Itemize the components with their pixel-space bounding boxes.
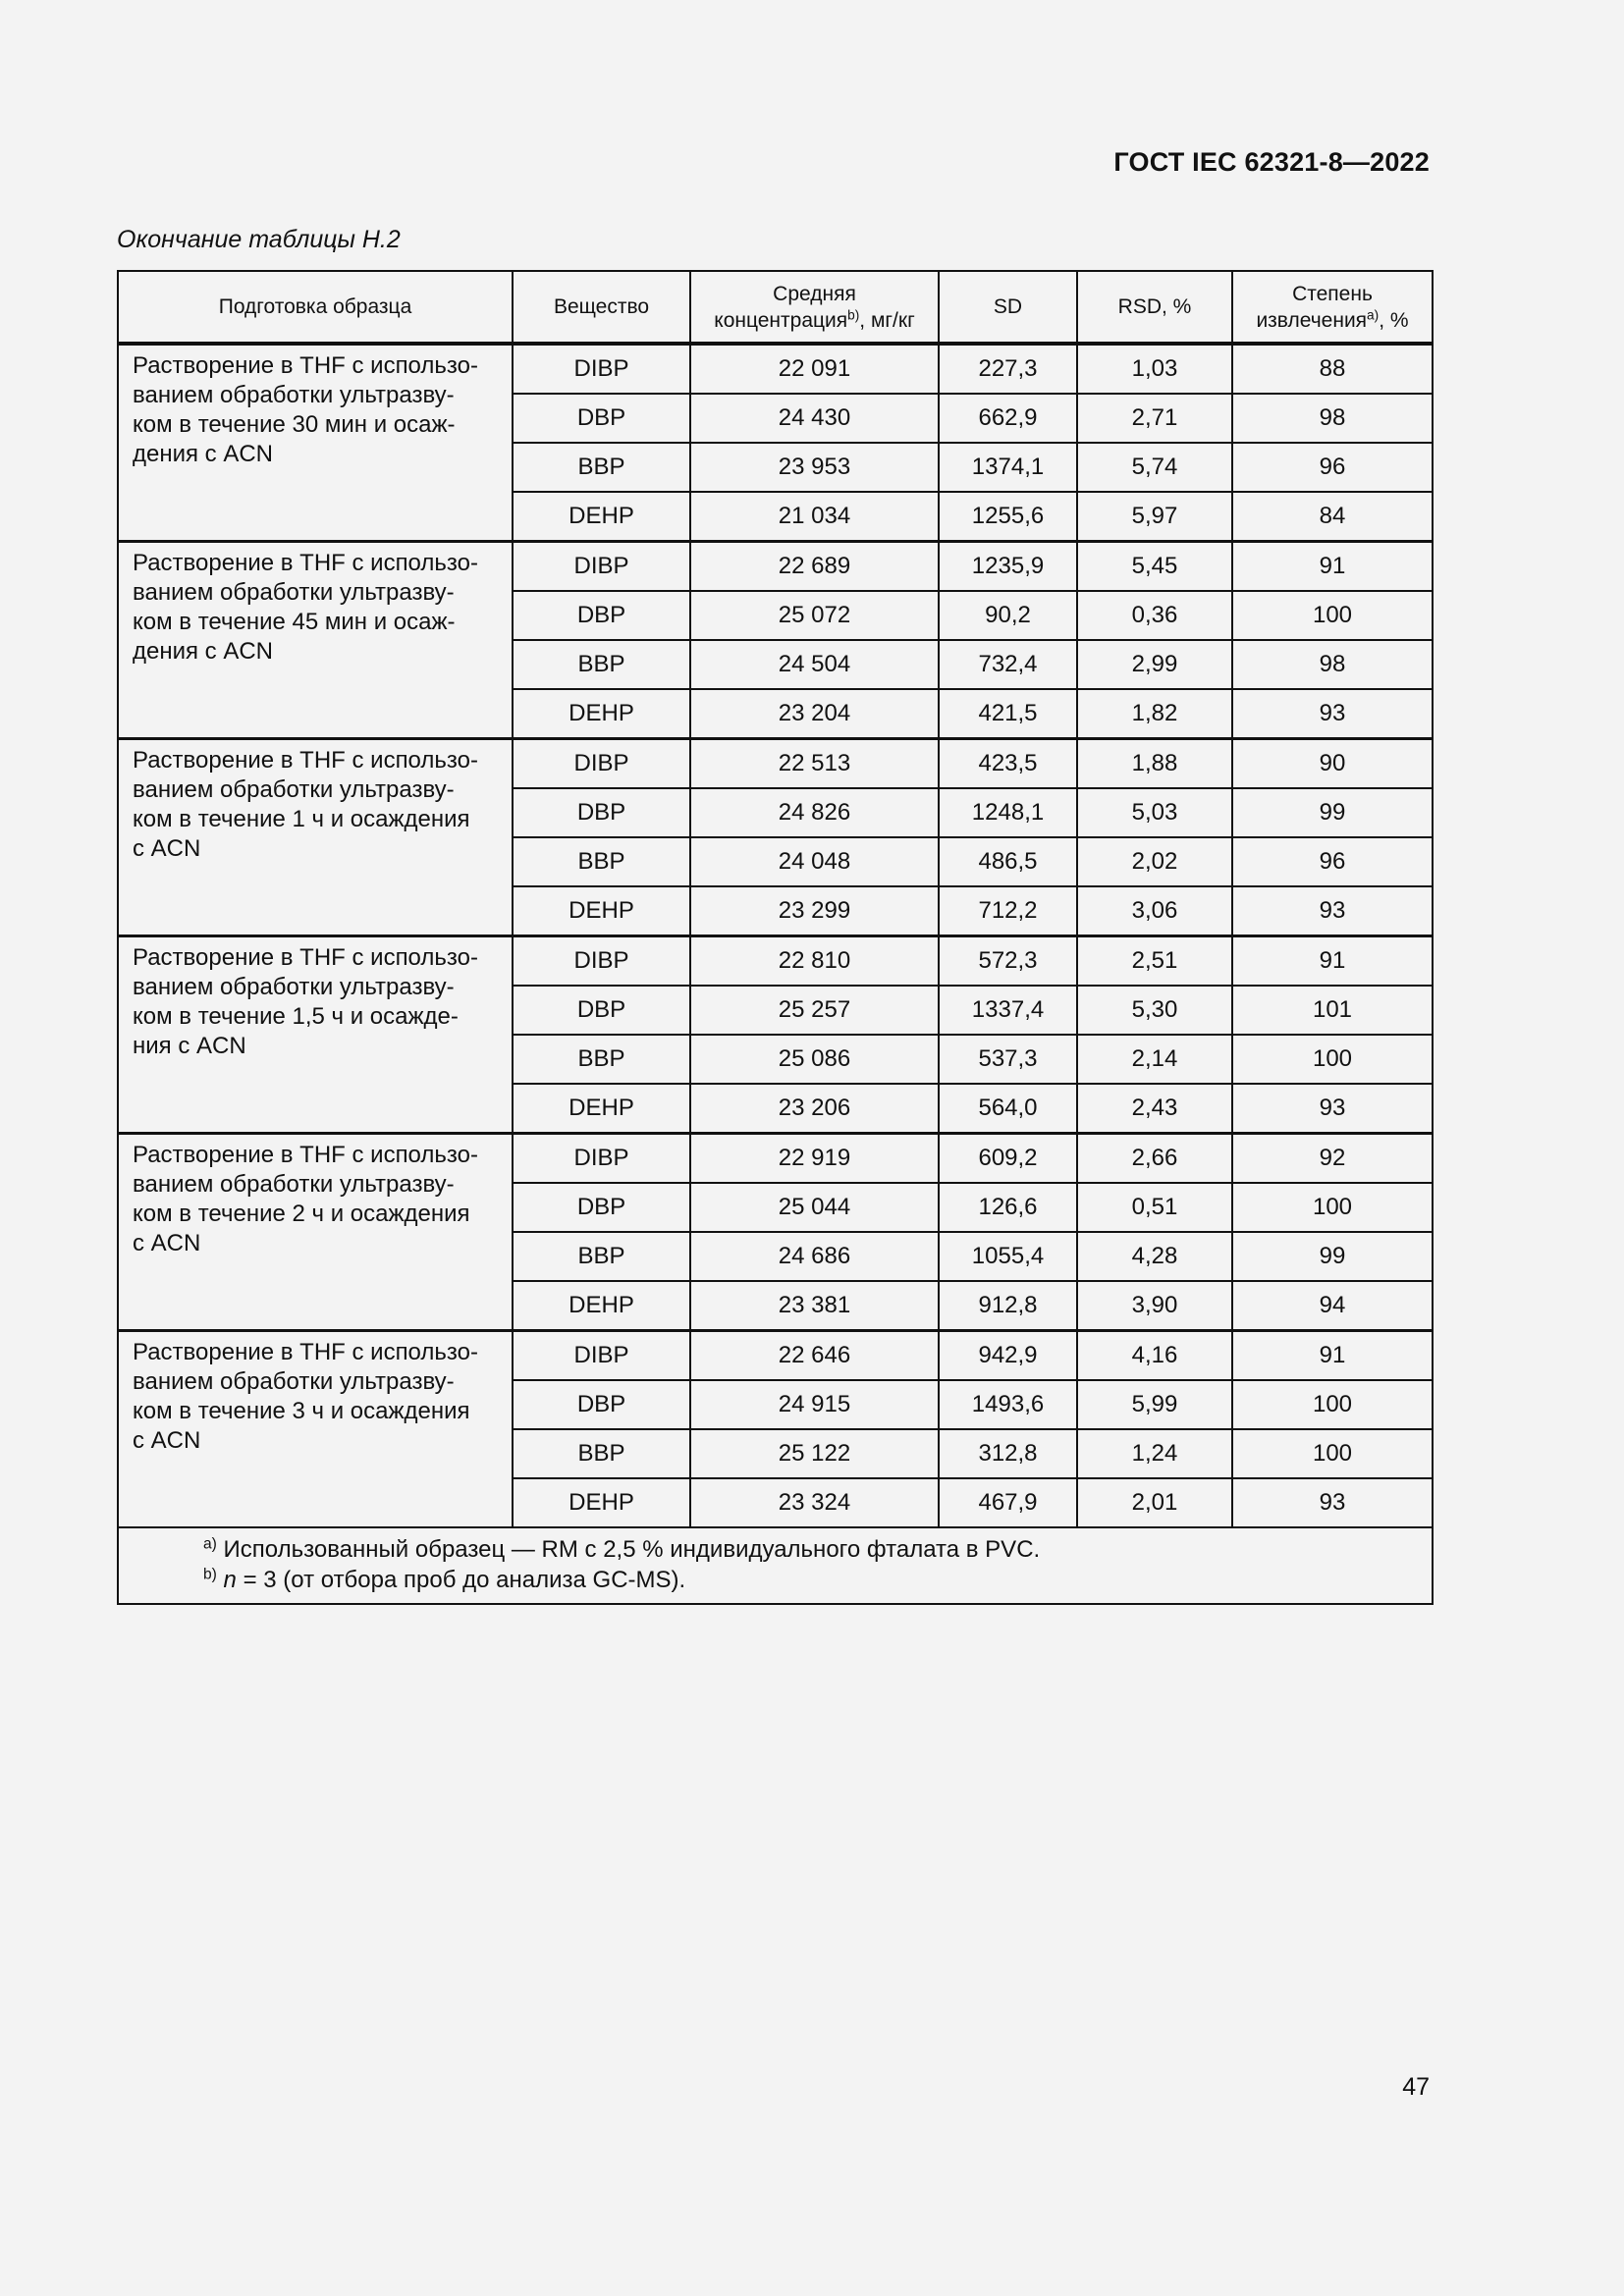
note-a: [203, 1534, 1422, 1565]
cell-rsd: 3,90: [1077, 1281, 1232, 1331]
cell-concentration: 22 091: [690, 344, 939, 394]
footnote-ref-a: a): [1367, 307, 1380, 322]
cell-recovery: 93: [1232, 886, 1433, 936]
cell-rsd: 2,43: [1077, 1084, 1232, 1134]
cell-concentration: 25 122: [690, 1429, 939, 1478]
cell-sd: 732,4: [939, 640, 1077, 689]
cell-sd: 421,5: [939, 689, 1077, 739]
cell-concentration: 23 299: [690, 886, 939, 936]
cell-recovery: 88: [1232, 344, 1433, 394]
cell-sd: 486,5: [939, 837, 1077, 886]
cell-recovery: 84: [1232, 492, 1433, 542]
sample-group: [118, 739, 1433, 936]
column-header-prep: Подготовка образца: [118, 271, 513, 344]
cell-rsd: 2,99: [1077, 640, 1232, 689]
cell-recovery: 93: [1232, 1478, 1433, 1527]
cell-concentration: 22 513: [690, 739, 939, 789]
cell-recovery: 98: [1232, 640, 1433, 689]
cell-recovery: 96: [1232, 837, 1433, 886]
column-header-sd: SD: [939, 271, 1077, 344]
concentration-header-unit: , мг/кг: [859, 308, 915, 332]
cell-concentration: 22 919: [690, 1134, 939, 1184]
cell-recovery: 92: [1232, 1134, 1433, 1184]
cell-substance: DEHP: [513, 1478, 690, 1527]
sample-prep-cell: Растворение в THF с использо- ванием обработки ультразву- ком в течение 30 мин и осаж- дения с ACN: [118, 344, 513, 542]
column-header-substance: Вещество: [513, 271, 690, 344]
cell-concentration: 25 044: [690, 1183, 939, 1232]
cell-substance: DIBP: [513, 1331, 690, 1381]
cell-concentration: 22 689: [690, 542, 939, 592]
table-row: [118, 344, 1433, 394]
footnote-ref-b: b): [847, 307, 860, 322]
cell-rsd: 2,71: [1077, 394, 1232, 443]
cell-sd: 423,5: [939, 739, 1077, 789]
cell-substance: DBP: [513, 1380, 690, 1429]
cell-concentration: 25 086: [690, 1035, 939, 1084]
recovery-header-line2: извлечения: [1256, 308, 1368, 332]
cell-recovery: 93: [1232, 689, 1433, 739]
cell-sd: 572,3: [939, 936, 1077, 987]
sample-prep-cell: Растворение в THF с использо- ванием обработки ультразву- ком в течение 1,5 ч и осажде- ния с ACN: [118, 936, 513, 1134]
sample-group: [118, 1331, 1433, 1528]
column-header-recovery: [1232, 271, 1433, 344]
cell-sd: 467,9: [939, 1478, 1077, 1527]
cell-sd: 912,8: [939, 1281, 1077, 1331]
cell-concentration: 24 504: [690, 640, 939, 689]
table-row: [118, 542, 1433, 592]
cell-recovery: 100: [1232, 1183, 1433, 1232]
cell-recovery: 91: [1232, 542, 1433, 592]
table-row: [118, 1134, 1433, 1184]
cell-rsd: 5,99: [1077, 1380, 1232, 1429]
cell-recovery: 99: [1232, 788, 1433, 837]
cell-concentration: 22 810: [690, 936, 939, 987]
sample-group: [118, 344, 1433, 542]
concentration-header-line2: концентрация: [714, 308, 848, 332]
cell-concentration: 23 953: [690, 443, 939, 492]
table-notes: [118, 1527, 1433, 1604]
cell-concentration: 23 206: [690, 1084, 939, 1134]
cell-concentration: 24 686: [690, 1232, 939, 1281]
cell-concentration: 25 257: [690, 986, 939, 1035]
cell-rsd: 0,36: [1077, 591, 1232, 640]
document-id: ГОСТ IEC 62321-8—2022: [1113, 147, 1430, 177]
cell-concentration: 25 072: [690, 591, 939, 640]
cell-substance: DIBP: [513, 739, 690, 789]
cell-concentration: 21 034: [690, 492, 939, 542]
cell-substance: DEHP: [513, 492, 690, 542]
cell-sd: 537,3: [939, 1035, 1077, 1084]
cell-substance: DEHP: [513, 1084, 690, 1134]
cell-sd: 662,9: [939, 394, 1077, 443]
cell-substance: DBP: [513, 394, 690, 443]
cell-recovery: 98: [1232, 394, 1433, 443]
sample-prep-cell: Растворение в THF с использо- ванием обработки ультразву- ком в течение 1 ч и осаждения с ACN: [118, 739, 513, 936]
results-table: [117, 270, 1434, 1605]
cell-recovery: 93: [1232, 1084, 1433, 1134]
sample-prep-cell: Растворение в THF с использо- ванием обработки ультразву- ком в течение 2 ч и осаждения с ACN: [118, 1134, 513, 1331]
cell-recovery: 90: [1232, 739, 1433, 789]
cell-rsd: 1,24: [1077, 1429, 1232, 1478]
cell-sd: 90,2: [939, 591, 1077, 640]
table-header-row: [118, 271, 1433, 344]
cell-rsd: 2,01: [1077, 1478, 1232, 1527]
cell-recovery: 100: [1232, 1380, 1433, 1429]
cell-substance: DEHP: [513, 1281, 690, 1331]
cell-rsd: 2,66: [1077, 1134, 1232, 1184]
page-number: 47: [1402, 2073, 1430, 2101]
cell-rsd: 1,82: [1077, 689, 1232, 739]
cell-concentration: 24 430: [690, 394, 939, 443]
cell-rsd: 5,45: [1077, 542, 1232, 592]
cell-rsd: 5,74: [1077, 443, 1232, 492]
cell-recovery: 100: [1232, 1035, 1433, 1084]
cell-recovery: 100: [1232, 1429, 1433, 1478]
cell-sd: 609,2: [939, 1134, 1077, 1184]
cell-recovery: 94: [1232, 1281, 1433, 1331]
cell-substance: DIBP: [513, 542, 690, 592]
column-header-rsd: RSD, %: [1077, 271, 1232, 344]
cell-substance: DIBP: [513, 1134, 690, 1184]
cell-sd: 227,3: [939, 344, 1077, 394]
cell-sd: 1493,6: [939, 1380, 1077, 1429]
cell-substance: DEHP: [513, 689, 690, 739]
cell-rsd: 5,97: [1077, 492, 1232, 542]
concentration-header-line1: Средняя: [773, 282, 856, 305]
cell-concentration: 24 915: [690, 1380, 939, 1429]
table-row: [118, 936, 1433, 987]
cell-rsd: 5,03: [1077, 788, 1232, 837]
recovery-header-unit: , %: [1379, 308, 1409, 332]
cell-concentration: 24 826: [690, 788, 939, 837]
note-b: [203, 1565, 1422, 1595]
cell-substance: DIBP: [513, 936, 690, 987]
cell-sd: 564,0: [939, 1084, 1077, 1134]
cell-rsd: 5,30: [1077, 986, 1232, 1035]
notes-row: [118, 1527, 1433, 1604]
column-header-concentration: [690, 271, 939, 344]
cell-recovery: 96: [1232, 443, 1433, 492]
cell-rsd: 2,02: [1077, 837, 1232, 886]
cell-substance: BBP: [513, 443, 690, 492]
cell-concentration: 24 048: [690, 837, 939, 886]
cell-sd: 1055,4: [939, 1232, 1077, 1281]
recovery-header-line1: Степень: [1292, 282, 1373, 305]
cell-rsd: 4,16: [1077, 1331, 1232, 1381]
cell-substance: BBP: [513, 640, 690, 689]
cell-recovery: 91: [1232, 1331, 1433, 1381]
cell-substance: DEHP: [513, 886, 690, 936]
note-a-text: Использованный образец — RM с 2,5 % индивидуального фталата в PVC.: [216, 1536, 1041, 1563]
table-caption: Окончание таблицы Н.2: [117, 226, 401, 253]
note-b-marker: b): [203, 1566, 217, 1583]
cell-recovery: 101: [1232, 986, 1433, 1035]
cell-rsd: 0,51: [1077, 1183, 1232, 1232]
cell-substance: BBP: [513, 1429, 690, 1478]
cell-rsd: 1,03: [1077, 344, 1232, 394]
sample-group: [118, 936, 1433, 1134]
note-b-text: = 3 (от отбора проб до анализа GC-MS).: [236, 1567, 686, 1593]
cell-sd: 942,9: [939, 1331, 1077, 1381]
table-row: [118, 1331, 1433, 1381]
cell-sd: 1374,1: [939, 443, 1077, 492]
cell-rsd: 2,51: [1077, 936, 1232, 987]
cell-concentration: 23 204: [690, 689, 939, 739]
note-b-symbol: n: [223, 1567, 237, 1593]
cell-substance: BBP: [513, 837, 690, 886]
cell-sd: 126,6: [939, 1183, 1077, 1232]
cell-sd: 1248,1: [939, 788, 1077, 837]
cell-sd: 1235,9: [939, 542, 1077, 592]
cell-substance: BBP: [513, 1035, 690, 1084]
cell-rsd: 4,28: [1077, 1232, 1232, 1281]
sample-group: [118, 542, 1433, 739]
cell-sd: 312,8: [939, 1429, 1077, 1478]
cell-substance: DIBP: [513, 344, 690, 394]
cell-sd: 1255,6: [939, 492, 1077, 542]
cell-recovery: 99: [1232, 1232, 1433, 1281]
sample-prep-cell: Растворение в THF с использо- ванием обработки ультразву- ком в течение 45 мин и осаж- дения с ACN: [118, 542, 513, 739]
cell-substance: DBP: [513, 788, 690, 837]
cell-recovery: 100: [1232, 591, 1433, 640]
cell-substance: DBP: [513, 1183, 690, 1232]
note-a-marker: a): [203, 1535, 217, 1553]
cell-concentration: 23 381: [690, 1281, 939, 1331]
cell-substance: BBP: [513, 1232, 690, 1281]
cell-sd: 712,2: [939, 886, 1077, 936]
cell-recovery: 91: [1232, 936, 1433, 987]
cell-concentration: 22 646: [690, 1331, 939, 1381]
sample-group: [118, 1134, 1433, 1331]
cell-substance: DBP: [513, 591, 690, 640]
cell-rsd: 3,06: [1077, 886, 1232, 936]
cell-sd: 1337,4: [939, 986, 1077, 1035]
cell-rsd: 2,14: [1077, 1035, 1232, 1084]
table-row: [118, 739, 1433, 789]
sample-prep-cell: Растворение в THF с использо- ванием обработки ультразву- ком в течение 3 ч и осаждения с ACN: [118, 1331, 513, 1528]
cell-substance: DBP: [513, 986, 690, 1035]
cell-rsd: 1,88: [1077, 739, 1232, 789]
cell-concentration: 23 324: [690, 1478, 939, 1527]
